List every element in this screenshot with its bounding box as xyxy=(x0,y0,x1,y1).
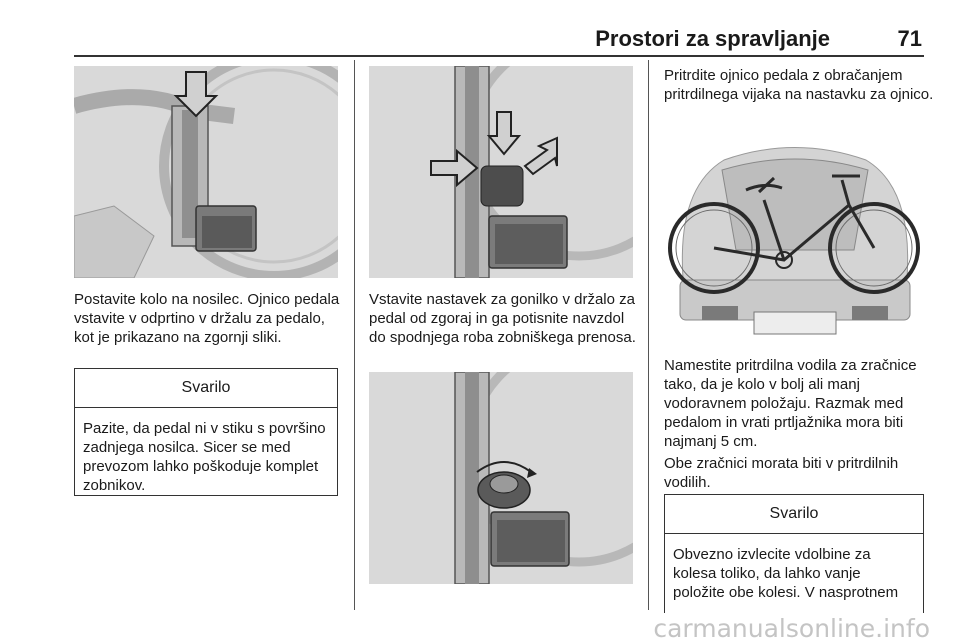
caution-box-right xyxy=(664,494,924,613)
right-paragraph-2: Namestite pritrdilna vodila za zračnice tako, da je kolo v bolj ali manj vodoravnem položaju. Razmak med pedalom in vrati prtljažnika mora biti najmanj 5 cm. xyxy=(664,357,917,450)
caution-text: Pazite, da pedal ni v stiku s površino zadnjega nosilca. Sicer se med prevozom lahko poškoduje komplet zobnikov. xyxy=(83,420,326,494)
page-header-title: Prostori za spravljanje xyxy=(595,26,830,51)
caution-title: Svarilo xyxy=(75,369,337,408)
column-divider-left xyxy=(354,60,355,610)
right-paragraph-3: Obe zračnici morata biti v pritrdilnih vodilih. xyxy=(664,455,899,491)
car-rear-bicycle-illustration xyxy=(664,130,926,342)
clamp-screw-illustration xyxy=(369,372,633,584)
page-number: 71 xyxy=(897,26,922,51)
caution-text: Obvezno izvlecite vdolbine za kolesa toliko, da lahko vanje položite obe kolesi. V nasprotnem xyxy=(673,546,899,601)
pedal-holder-illustration xyxy=(74,66,338,278)
header-rule xyxy=(74,55,924,57)
left-paragraph: Postavite kolo na nosilec. Ojnico pedala vstavite v odprtino v držalu za pedalo, kot je prikazano na zgornji sliki. xyxy=(74,291,340,346)
middle-paragraph: Vstavite nastavek za gonilko v držalo za pedal od zgoraj in ga potisnite navzdol do spodnjega roba zobniškega prenosa. xyxy=(369,291,636,346)
pedal-adapter-illustration xyxy=(369,66,633,278)
right-paragraph-1: Pritrdite ojnico pedala z obračanjem pritrdilnega vijaka na nastavku za ojnico. xyxy=(664,67,934,103)
caution-title: Svarilo xyxy=(665,495,923,534)
column-divider-right xyxy=(648,60,649,610)
watermark: carmanualsonline.info xyxy=(653,614,930,643)
caution-box-left xyxy=(74,368,338,496)
